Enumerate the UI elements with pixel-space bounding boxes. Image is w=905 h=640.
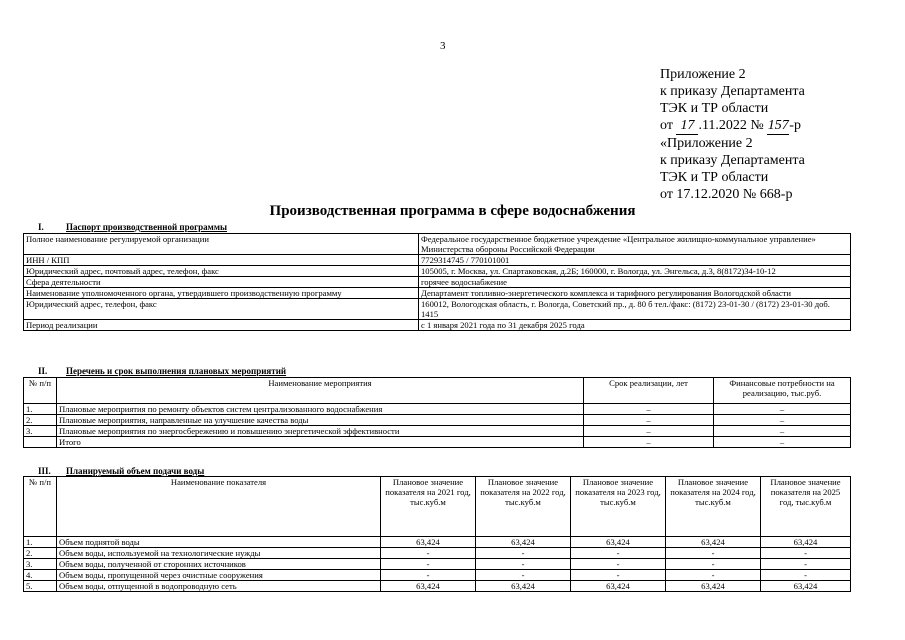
table-row xyxy=(24,404,851,415)
header-cell: Наименование мероприятия xyxy=(57,378,584,404)
handwritten-number: 157 xyxy=(767,118,789,133)
table-header-row xyxy=(24,477,851,537)
section3-title: Планируемый объем подачи воды xyxy=(66,466,205,476)
passport-label: Юридический адрес, телефон, факс xyxy=(24,299,419,320)
appendix-prefix: от xyxy=(660,118,677,133)
table-row xyxy=(24,559,851,570)
table-cell: - xyxy=(476,570,571,581)
passport-value: 105005, г. Москва, ул. Спартаковская, д.2Б; 160000, г. Вологда, ул. Энгельса, д.3, 8(8172)34-10-12 xyxy=(419,266,851,277)
passport-value: Департамент топливно-энергетического комплекса и тарифного регулирования Вологодской области xyxy=(419,288,851,299)
section2-title: Перечень и срок выполнения плановых мероприятий xyxy=(66,366,287,376)
header-cell: Срок реализации, лет xyxy=(584,378,714,404)
table-cell: 5. xyxy=(24,581,57,592)
passport-value: 160012, Вологодская область, г. Вологда, Советский пр., д. 80 б тел./факс: (8172) 23-01-30 / (8172) 23-01-30 доб. 1415 xyxy=(419,299,851,320)
appendix-block xyxy=(660,66,805,203)
appendix-line: «Приложение 2 xyxy=(660,136,753,151)
table-cell: - xyxy=(761,548,851,559)
table-cell: 2. xyxy=(24,548,57,559)
table-cell: 63,424 xyxy=(571,537,666,548)
table-cell: Объем воды, пропущенной через очистные сооружения xyxy=(57,570,381,581)
table-cell: Объем воды, полученной от сторонних источников xyxy=(57,559,381,570)
table-cell: 1. xyxy=(24,537,57,548)
section2-number: II. xyxy=(38,366,48,376)
table-cell: Объем воды, используемой на технологические нужды xyxy=(57,548,381,559)
table-cell: - xyxy=(761,570,851,581)
appendix-line: ТЭК и ТР области xyxy=(660,170,769,185)
header-cell: Плановое значение показателя на 2025 год, тыс.куб.м xyxy=(761,477,851,537)
appendix-line: от 17.12.2020 № 668-р xyxy=(660,187,793,202)
table-cell: 63,424 xyxy=(476,581,571,592)
table-cell: – xyxy=(584,415,714,426)
table-row xyxy=(24,437,851,448)
section2-heading xyxy=(38,366,286,376)
section1-number: I. xyxy=(38,222,44,232)
table-cell: - xyxy=(381,559,476,570)
header-cell: Плановое значение показателя на 2024 год, тыс.куб.м xyxy=(666,477,761,537)
table-row xyxy=(24,581,851,592)
passport-row xyxy=(24,277,851,288)
appendix-order-line xyxy=(660,117,805,135)
table-cell: 63,424 xyxy=(476,537,571,548)
passport-row xyxy=(24,234,851,255)
passport-label: Период реализации xyxy=(24,320,419,331)
header-cell: № п/п xyxy=(24,378,57,404)
appendix-line: к приказу Департамента xyxy=(660,153,805,168)
passport-row xyxy=(24,255,851,266)
table-cell: – xyxy=(714,404,851,415)
table-cell: - xyxy=(666,559,761,570)
passport-row xyxy=(24,320,851,331)
passport-row xyxy=(24,266,851,277)
table-cell: – xyxy=(714,437,851,448)
table-cell: - xyxy=(476,559,571,570)
table-cell: – xyxy=(584,426,714,437)
appendix-line: ТЭК и ТР области xyxy=(660,101,769,116)
header-cell: Наименование показателя xyxy=(57,477,381,537)
table-row xyxy=(24,548,851,559)
table-cell: 63,424 xyxy=(571,581,666,592)
table-cell: – xyxy=(584,437,714,448)
table-cell: - xyxy=(666,548,761,559)
table-row xyxy=(24,570,851,581)
water-volume-table xyxy=(23,476,851,592)
table-cell: 63,424 xyxy=(761,581,851,592)
table-cell: - xyxy=(381,570,476,581)
appendix-suffix: -р xyxy=(789,118,801,133)
table-cell: - xyxy=(571,570,666,581)
table-cell: 63,424 xyxy=(666,581,761,592)
passport-label: Наименование уполномоченного органа, утвердившего производственную программу xyxy=(24,288,419,299)
passport-label: Юридический адрес, почтовый адрес, телефон, факс xyxy=(24,266,419,277)
table-cell: - xyxy=(476,548,571,559)
table-cell: - xyxy=(571,548,666,559)
section1-heading xyxy=(38,222,227,232)
document-title: Производственная программа в сфере водоснабжения xyxy=(269,203,636,219)
table-cell: 4. xyxy=(24,570,57,581)
table-cell: 3. xyxy=(24,559,57,570)
table-cell: 63,424 xyxy=(666,537,761,548)
table-cell: Плановые мероприятия по ремонту объектов систем централизованного водоснабжения xyxy=(57,404,584,415)
passport-label: Сфера деятельности xyxy=(24,277,419,288)
header-cell: Финансовые потребности на реализацию, тыс.руб. xyxy=(714,378,851,404)
table-cell: - xyxy=(666,570,761,581)
table-cell: 63,424 xyxy=(381,581,476,592)
passport-row xyxy=(24,299,851,320)
table-cell: – xyxy=(714,415,851,426)
header-cell: № п/п xyxy=(24,477,57,537)
table-cell: 63,424 xyxy=(761,537,851,548)
table-cell: 2. xyxy=(24,415,57,426)
header-cell: Плановое значение показателя на 2023 год, тыс.куб.м xyxy=(571,477,666,537)
table-header-row xyxy=(24,378,851,404)
table-cell: 3. xyxy=(24,426,57,437)
table-cell: 63,424 xyxy=(381,537,476,548)
table-cell: Объем поднятой воды xyxy=(57,537,381,548)
header-cell: Плановое значение показателя на 2021 год, тыс.куб.м xyxy=(381,477,476,537)
table-cell: Итого xyxy=(57,437,584,448)
table-cell: – xyxy=(584,404,714,415)
passport-row xyxy=(24,288,851,299)
table-cell: - xyxy=(381,548,476,559)
passport-label: ИНН / КПП xyxy=(24,255,419,266)
section1-title: Паспорт производственной программы xyxy=(66,222,227,232)
table-row xyxy=(24,426,851,437)
appendix-mid: .11.2022 № xyxy=(698,118,768,133)
passport-value: с 1 января 2021 года по 31 декабря 2025 года xyxy=(419,320,851,331)
table-cell: - xyxy=(571,559,666,570)
page-number: 3 xyxy=(440,40,446,52)
handwritten-day: 17 xyxy=(676,117,698,135)
appendix-line: Приложение 2 xyxy=(660,67,746,82)
passport-value: горячее водоснабжение xyxy=(419,277,851,288)
header-cell: Плановое значение показателя на 2022 год, тыс.куб.м xyxy=(476,477,571,537)
table-row xyxy=(24,537,851,548)
passport-value: Федеральное государственное бюджетное учреждение «Центральное жилищно-коммунальное управление» Министерства обороны Российской Федерации xyxy=(419,234,851,255)
appendix-line: к приказу Департамента xyxy=(660,84,805,99)
table-cell: Плановые мероприятия по энергосбережению и повышению энергетической эффективности xyxy=(57,426,584,437)
table-cell: - xyxy=(761,559,851,570)
table-cell: – xyxy=(714,426,851,437)
table-cell: 1. xyxy=(24,404,57,415)
passport-label: Полное наименование регулируемой организации xyxy=(24,234,419,255)
passport-table xyxy=(23,233,851,331)
table-cell xyxy=(24,437,57,448)
section3-heading xyxy=(38,466,204,476)
section3-number: III. xyxy=(38,466,51,476)
table-cell: Плановые мероприятия, направленные на улучшение качества воды xyxy=(57,415,584,426)
table-row xyxy=(24,415,851,426)
passport-value: 7729314745 / 770101001 xyxy=(419,255,851,266)
table-cell: Объем воды, отпущенной в водопроводную сеть xyxy=(57,581,381,592)
measures-table xyxy=(23,377,851,448)
